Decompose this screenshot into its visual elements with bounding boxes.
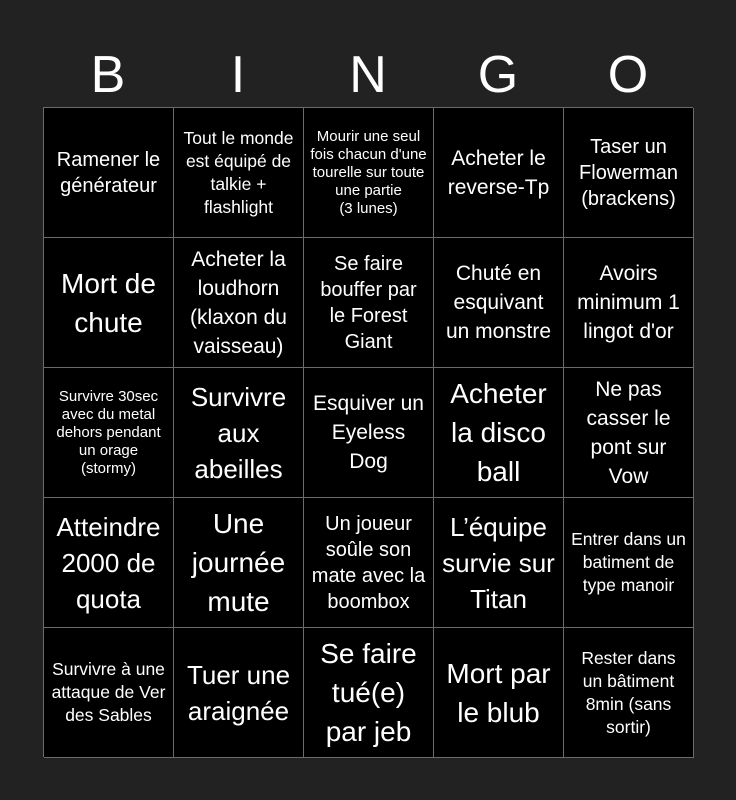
bingo-cell[interactable]: Tuer une araignée bbox=[174, 628, 304, 758]
bingo-cell[interactable]: Mort par le blub bbox=[434, 628, 564, 758]
bingo-cell[interactable]: Ramener le générateur bbox=[44, 108, 174, 238]
bingo-cell[interactable]: Un joueur soûle son mate avec la boombox bbox=[304, 498, 434, 628]
bingo-cell[interactable]: Se faire tué(e) par jeb bbox=[304, 628, 434, 758]
header-letter-o: O bbox=[607, 46, 649, 104]
bingo-cell[interactable]: Rester dans un bâtiment 8min (sans sortir) bbox=[564, 628, 694, 758]
bingo-cell[interactable]: Esquiver un Eyeless Dog bbox=[304, 368, 434, 498]
bingo-cell[interactable]: Mort de chute bbox=[44, 238, 174, 368]
bingo-header bbox=[43, 44, 693, 106]
bingo-cell[interactable]: L’équipe survie sur Titan bbox=[434, 498, 564, 628]
header-letter-b: B bbox=[90, 46, 126, 104]
bingo-cell[interactable]: Avoirs minimum 1 lingot d'or bbox=[564, 238, 694, 368]
header-letter-n: N bbox=[349, 46, 387, 104]
bingo-cell[interactable]: Acheter la disco ball bbox=[434, 368, 564, 498]
bingo-cell[interactable]: Tout le monde est équipé de talkie + flashlight bbox=[174, 108, 304, 238]
bingo-cell[interactable]: Mourir une seul fois chacun d'une tourelle sur toute une partie (3 lunes) bbox=[304, 108, 434, 238]
bingo-cell[interactable]: Acheter la loudhorn (klaxon du vaisseau) bbox=[174, 238, 304, 368]
bingo-cell[interactable]: Survivre aux abeilles bbox=[174, 368, 304, 498]
header-letter-i: I bbox=[230, 46, 246, 104]
bingo-cell[interactable]: Acheter le reverse-Tp bbox=[434, 108, 564, 238]
bingo-cell[interactable]: Atteindre 2000 de quota bbox=[44, 498, 174, 628]
header-letter-g: G bbox=[477, 46, 519, 104]
bingo-cell[interactable]: Se faire bouffer par le Forest Giant bbox=[304, 238, 434, 368]
bingo-cell[interactable]: Ne pas casser le pont sur Vow bbox=[564, 368, 694, 498]
bingo-cell[interactable]: Taser un Flowerman (brackens) bbox=[564, 108, 694, 238]
bingo-cell[interactable]: Entrer dans un batiment de type manoir bbox=[564, 498, 694, 628]
bingo-cell[interactable]: Survivre 30sec avec du metal dehors pendant un orage (stormy) bbox=[44, 368, 174, 498]
bingo-cell[interactable]: Survivre à une attaque de Ver des Sables bbox=[44, 628, 174, 758]
bingo-cell[interactable]: Une journée mute bbox=[174, 498, 304, 628]
bingo-cell[interactable]: Chuté en esquivant un monstre bbox=[434, 238, 564, 368]
bingo-grid bbox=[43, 107, 693, 757]
